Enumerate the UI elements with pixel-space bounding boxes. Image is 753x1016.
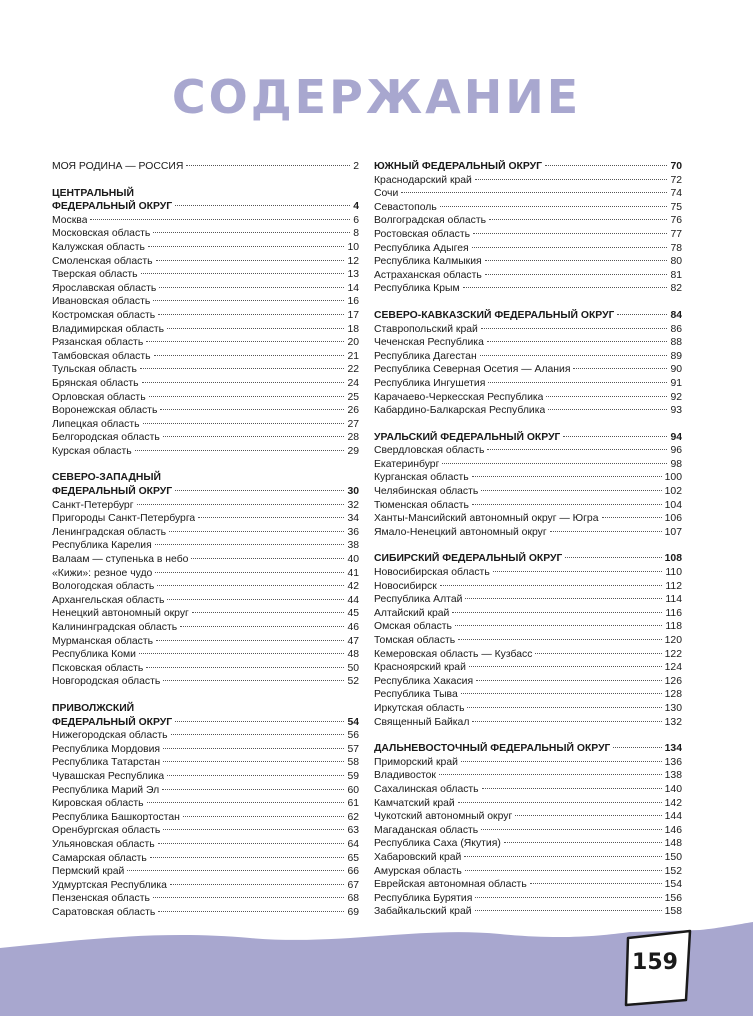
toc-entry-label: Республика Бурятия xyxy=(374,892,473,904)
toc-entry-page: 124 xyxy=(664,662,682,674)
toc-entry-page: 98 xyxy=(670,458,682,470)
toc-entry-page: 50 xyxy=(347,662,359,674)
toc-entry-label: Ростовская область xyxy=(374,228,471,240)
toc-entry-label: Республика Адыгея xyxy=(374,242,469,254)
toc-entry-label: Валаам — ступенька в небо xyxy=(52,554,189,566)
toc-entry-page: 140 xyxy=(664,783,682,795)
toc-entry-label: Камчатский край xyxy=(374,797,455,809)
toc-entry-page: 88 xyxy=(670,337,682,349)
toc-entry-page: 30 xyxy=(347,486,359,498)
toc-entry-label: ФЕДЕРАЛЬНЫЙ ОКРУГ xyxy=(52,716,173,728)
toc-entry-page: 146 xyxy=(664,824,682,836)
toc-entry-label: УРАЛЬСКИЙ ФЕДЕРАЛЬНЫЙ ОКРУГ xyxy=(374,431,561,443)
toc-entry-page: 59 xyxy=(347,770,359,782)
toc-entry-label: Хабаровский край xyxy=(374,851,462,863)
toc-entry-page: 69 xyxy=(347,906,359,918)
toc-entry-page: 16 xyxy=(347,296,359,308)
toc-entry-label: Белгородская область xyxy=(52,432,160,444)
toc-entry-page: 22 xyxy=(347,364,359,376)
toc-entry-page: 75 xyxy=(670,201,682,213)
toc-entry-label: Вологодская область xyxy=(52,581,155,593)
toc-entry-label: Мурманская область xyxy=(52,635,154,647)
toc-entry-label: Псковская область xyxy=(52,662,144,674)
toc-entry-page: 150 xyxy=(664,851,682,863)
toc-entry-label: Самарская область xyxy=(52,852,147,864)
toc-entry-label: Республика Карелия xyxy=(52,540,152,552)
toc-entry-label: «Кижи»: резное чудо xyxy=(52,567,153,579)
toc-entry-page: 91 xyxy=(670,377,682,389)
toc-entry-page: 45 xyxy=(347,608,359,620)
toc-entry-page: 4 xyxy=(353,201,359,213)
toc-entry-label: Севастополь xyxy=(374,201,437,213)
toc-entry-label: Красноярский край xyxy=(374,662,466,674)
toc-entry-label: Липецкая область xyxy=(52,418,140,430)
toc-entry-label: Республика Коми xyxy=(52,649,136,661)
toc-entry-label: Владимирская область xyxy=(52,323,165,335)
toc-entry-page: 29 xyxy=(347,445,359,457)
toc-entry-label: Москва xyxy=(52,214,88,226)
toc-entry-label: Калининградская область xyxy=(52,622,178,633)
toc-entry-label: Новосибирская область xyxy=(374,567,490,579)
toc-entry-label: Краснодарский край xyxy=(374,174,472,186)
toc-entry-label: Чеченская Республика xyxy=(374,337,484,349)
toc-entry-label: ФЕДЕРАЛЬНЫЙ ОКРУГ xyxy=(52,486,173,498)
toc-entry-page: 81 xyxy=(670,269,682,281)
toc-entry-page: 17 xyxy=(347,309,359,321)
toc-entry-label: Рязанская область xyxy=(52,337,144,349)
toc-entry-page: 130 xyxy=(664,702,682,714)
toc-entry-label: Республика Татарстан xyxy=(52,757,161,769)
toc-entry-label: Воронежская область xyxy=(52,405,158,417)
toc-entry-page: 72 xyxy=(670,174,682,186)
toc-entry-page: 10 xyxy=(347,241,359,253)
toc-section-heading-line: ЦЕНТРАЛЬНЫЙ xyxy=(52,187,134,199)
toc-entry-label: Республика Северная Осетия — Алания xyxy=(374,364,571,376)
toc-entry-label: МОЯ РОДИНА — РОССИЯ xyxy=(52,161,184,172)
toc-entry-page: 126 xyxy=(664,675,682,687)
toc-entry-label: Ульяновская область xyxy=(52,838,155,850)
toc-entry-label: Пензенская область xyxy=(52,893,150,905)
toc-entry-label: Республика Тыва xyxy=(374,689,458,701)
toc-entry-label: Владивосток xyxy=(374,770,436,782)
toc-entry-page: 14 xyxy=(347,282,359,294)
toc-entry-page: 42 xyxy=(347,581,359,593)
toc-entry-page: 116 xyxy=(665,607,682,619)
toc-entry-label: Алтайский край xyxy=(374,607,450,619)
toc-entry-label: Забайкальский край xyxy=(374,906,472,918)
toc-entry-page: 56 xyxy=(347,730,359,742)
toc-entry-label: Ставропольский край xyxy=(374,323,478,335)
toc-entry-page: 12 xyxy=(347,255,359,267)
toc-entry-page: 114 xyxy=(665,594,682,606)
toc-entry-page: 36 xyxy=(347,526,359,538)
toc-entry-label: Тверская область xyxy=(52,269,138,281)
toc-entry-label: Республика Марий Эл xyxy=(52,784,160,796)
toc-entry-page: 92 xyxy=(670,391,682,403)
toc-entry-page: 77 xyxy=(670,228,682,240)
toc-entry-label: Ханты-Мансийский автономный округ — Югра xyxy=(374,513,599,525)
toc-entry-label: Орловская область xyxy=(52,391,146,403)
toc-section-heading-line: СЕВЕРО-ЗАПАДНЫЙ xyxy=(52,472,161,484)
toc-entry-page: 106 xyxy=(664,513,682,525)
toc-entry-label: Томская область xyxy=(374,635,456,646)
toc-entry-label: СЕВЕРО-КАВКАЗСКИЙ ФЕДЕРАЛЬНЫЙ ОКРУГ xyxy=(374,309,615,321)
toc-entry-page: 102 xyxy=(664,486,682,498)
toc-entry-page: 20 xyxy=(347,337,359,349)
toc-entry-label: Новосибирск xyxy=(374,580,437,592)
toc-entry-label: Нижегородская область xyxy=(52,730,168,742)
toc-entry-label: Московская область xyxy=(52,228,151,240)
toc-entry-label: Астраханская область xyxy=(374,269,482,281)
toc-entry-page: 48 xyxy=(347,649,359,661)
toc-entry-page: 84 xyxy=(670,309,682,321)
toc-entry-page: 18 xyxy=(347,323,359,335)
toc-entry-page: 112 xyxy=(665,580,682,592)
toc-entry-page: 70 xyxy=(670,161,682,172)
toc-entry-label: Республика Хакасия xyxy=(374,675,474,687)
toc-entry-label: Ярославская область xyxy=(52,282,157,294)
toc-entry-label: Омская область xyxy=(374,621,452,633)
toc-entry-page: 40 xyxy=(347,554,359,566)
toc-entry-page: 25 xyxy=(347,391,359,403)
toc-entry-page: 118 xyxy=(665,621,682,633)
toc-entry-page: 78 xyxy=(670,242,682,254)
toc-entry-page: 120 xyxy=(664,635,682,646)
toc-entry-page: 110 xyxy=(665,567,682,579)
toc-entry-page: 148 xyxy=(664,838,682,850)
toc-entry-page: 67 xyxy=(347,879,359,891)
toc-entry-label: Тамбовская область xyxy=(52,350,151,362)
toc-entry-page: 8 xyxy=(353,228,359,240)
toc-entry-page: 32 xyxy=(347,499,359,511)
toc-entry-label: Республика Башкортостан xyxy=(52,811,180,823)
toc-entry-label: Курская область xyxy=(52,445,132,457)
toc-entry-label: Волгоградская область xyxy=(374,215,487,227)
toc-entry-label: Чувашская Республика xyxy=(52,770,165,782)
toc-entry-label: Амурская область xyxy=(374,865,462,877)
toc-entry-label: Пригороды Санкт-Петербурга xyxy=(52,513,196,525)
toc-entry-page: 21 xyxy=(347,350,359,362)
toc-entry-page: 28 xyxy=(347,432,359,444)
toc-entry-page: 107 xyxy=(664,526,682,538)
toc-entry-label: Карачаево-Черкесская Республика xyxy=(374,391,544,403)
toc-entry-label: Сочи xyxy=(374,188,399,200)
toc-entry-label: Новгородская область xyxy=(52,676,161,688)
toc-entry-label: Тюменская область xyxy=(374,499,469,511)
toc-entry-page: 74 xyxy=(670,188,682,200)
toc-entry-label: ДАЛЬНЕВОСТОЧНЫЙ ФЕДЕРАЛЬНЫЙ ОКРУГ xyxy=(374,743,611,755)
toc-entry-label: Иркутская область xyxy=(374,702,465,714)
toc-entry-page: 58 xyxy=(347,757,359,769)
toc-entry-label: Костромская область xyxy=(52,309,156,321)
toc-entry-label: Священный Байкал xyxy=(374,716,470,728)
toc-entry-page: 61 xyxy=(347,798,359,810)
toc-entry-page: 44 xyxy=(347,594,359,606)
toc-entry-page: 144 xyxy=(664,811,682,823)
toc-entry-page: 82 xyxy=(670,283,682,295)
toc-entry-label: Кировская область xyxy=(52,798,144,810)
toc-entry-page: 24 xyxy=(347,377,359,389)
toc-entry-page: 76 xyxy=(670,215,682,227)
toc-entry-label: Республика Дагестан xyxy=(374,350,477,362)
toc-entry-page: 136 xyxy=(664,756,682,768)
toc-entry-page: 26 xyxy=(347,405,359,417)
toc-entry-page: 65 xyxy=(347,852,359,864)
toc-entry-page: 63 xyxy=(347,825,359,837)
toc-entry-label: Республика Крым xyxy=(374,283,460,295)
toc-entry-label: Саратовская область xyxy=(52,906,156,918)
toc-entry-page: 154 xyxy=(664,879,682,891)
toc-entry-label: Республика Саха (Якутия) xyxy=(374,838,501,850)
toc-entry-page: 152 xyxy=(664,865,682,877)
toc-entry-page: 66 xyxy=(347,866,359,878)
toc-entry-page: 41 xyxy=(347,567,359,579)
toc-entry-page: 100 xyxy=(664,472,682,484)
toc-entry-page: 158 xyxy=(664,906,682,918)
toc-entry-page: 34 xyxy=(347,513,359,525)
toc-entry-label: Ленинградская область xyxy=(52,526,167,538)
toc-entry-page: 94 xyxy=(670,431,682,443)
toc-entry-page: 64 xyxy=(347,838,359,850)
toc-entry-page: 80 xyxy=(670,256,682,268)
toc-entry-label: ФЕДЕРАЛЬНЫЙ ОКРУГ xyxy=(52,201,173,213)
toc-entry-label: СИБИРСКИЙ ФЕДЕРАЛЬНЫЙ ОКРУГ xyxy=(374,553,563,565)
toc-section-heading-line: ПРИВОЛЖСКИЙ xyxy=(52,702,135,714)
toc-entry-page: 138 xyxy=(664,770,682,782)
toc-entry-page: 104 xyxy=(664,499,682,511)
toc-entry-page: 108 xyxy=(664,553,682,565)
toc-entry-label: Республика Алтай xyxy=(374,594,463,606)
toc-entry-label: Свердловская область xyxy=(374,445,485,457)
toc-entry-page: 13 xyxy=(347,269,359,281)
toc-entry-label: Санкт-Петербург xyxy=(52,499,134,511)
toc-entry-page: 156 xyxy=(664,892,682,904)
toc-entry-page: 142 xyxy=(664,797,682,809)
toc-entry-page: 46 xyxy=(347,622,359,633)
toc-entry-page: 93 xyxy=(670,405,682,417)
toc-entry-page: 57 xyxy=(347,743,359,755)
toc-entry-page: 2 xyxy=(353,161,359,172)
toc-entry-label: Ненецкий автономный округ xyxy=(52,608,189,620)
toc-entry-label: Ямало-Ненецкий автономный округ xyxy=(374,526,547,538)
toc-entry-label: ЮЖНЫЙ ФЕДЕРАЛЬНЫЙ ОКРУГ xyxy=(374,161,543,172)
toc-entry-label: Курганская область xyxy=(374,472,469,484)
toc-entry-label: Архангельская область xyxy=(52,594,165,606)
toc-entry-label: Тульская область xyxy=(52,364,137,376)
toc-entry-page: 52 xyxy=(347,676,359,688)
toc-entry-page: 128 xyxy=(664,689,682,701)
toc-entry-page: 62 xyxy=(347,811,359,823)
toc-entry-page: 122 xyxy=(664,648,682,660)
toc-entry-page: 96 xyxy=(670,445,682,457)
toc-entry-page: 132 xyxy=(664,716,682,728)
toc-entry-label: Удмуртская Республика xyxy=(52,879,167,891)
toc-entry-label: Приморский край xyxy=(374,756,458,768)
toc-entry-label: Кабардино-Балкарская Республика xyxy=(374,405,546,417)
toc-entry-page: 86 xyxy=(670,323,682,335)
page-title: СОДЕРЖАНИЕ xyxy=(171,70,582,124)
toc-entry-page: 89 xyxy=(670,350,682,362)
toc-entry-page: 134 xyxy=(664,743,682,755)
toc-entry-label: Калужская область xyxy=(52,241,145,253)
toc-entry-page: 90 xyxy=(670,364,682,376)
toc-entry-page: 47 xyxy=(347,635,359,647)
page-number: 159 xyxy=(632,949,678,975)
toc-entry-label: Брянская область xyxy=(52,377,139,389)
toc-entry-page: 60 xyxy=(347,784,359,796)
toc-entry-label: Ивановская область xyxy=(52,296,151,308)
toc-entry-page: 54 xyxy=(347,716,359,728)
toc-entry-label: Кемеровская область — Кузбасс xyxy=(374,648,533,660)
toc-entry-label: Челябинская область xyxy=(374,486,479,498)
toc-entry-page: 6 xyxy=(353,214,359,226)
toc-entry-label: Еврейская автономная область xyxy=(374,879,527,891)
toc-entry-page: 38 xyxy=(347,540,359,552)
toc-entry-label: Оренбургская область xyxy=(52,825,161,837)
toc-entry-page: 68 xyxy=(347,893,359,905)
toc-entry-label: Республика Калмыкия xyxy=(374,256,482,268)
toc-entry-label: Смоленская область xyxy=(52,255,153,267)
toc-entry-label: Сахалинская область xyxy=(374,783,479,795)
toc-entry-page: 27 xyxy=(347,418,359,430)
toc-entry-label: Чукотский автономный округ xyxy=(374,811,513,823)
toc-entry-label: Екатеринбург xyxy=(374,458,440,470)
toc-entry-label: Магаданская область xyxy=(374,824,479,836)
toc-entry-label: Республика Мордовия xyxy=(52,743,161,755)
toc-entry-label: Пермский край xyxy=(52,866,125,878)
toc-entry-label: Республика Ингушетия xyxy=(374,377,486,389)
